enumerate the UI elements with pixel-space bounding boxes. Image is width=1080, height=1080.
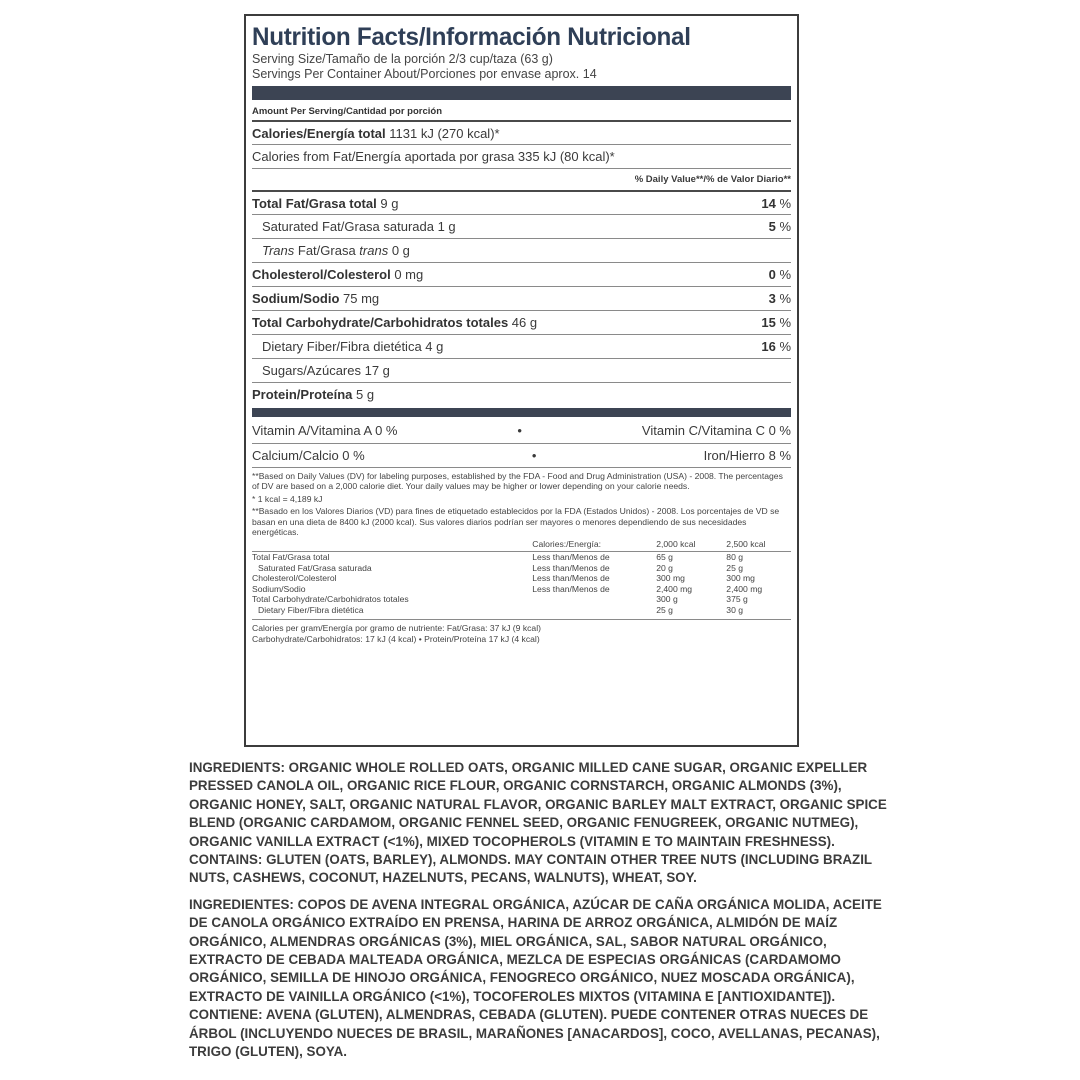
medium-divider xyxy=(252,408,791,417)
label-title: Nutrition Facts/Información Nutricional xyxy=(252,23,691,51)
percent-sign: % xyxy=(775,195,791,211)
nutrient-row xyxy=(252,214,791,238)
dv-cell: Cholesterol/Colesterol xyxy=(252,573,337,584)
nutrient-row xyxy=(252,334,791,358)
dv-cell: Less than/Menos de xyxy=(532,552,610,563)
dv-cell: Less than/Menos de xyxy=(532,562,610,573)
nutrient-amount: 75 mg xyxy=(339,291,380,306)
nutrient-dv: 3 xyxy=(768,291,776,306)
calories-from-fat: Calories from Fat/Energía aportada por grasa 335 kJ (80 kcal)* xyxy=(252,149,615,164)
nutrient-row xyxy=(252,358,791,382)
dv-table-row xyxy=(252,584,791,595)
spacer xyxy=(189,888,888,896)
dv-header-cell: 2,000 kcal xyxy=(656,539,726,551)
dv-cell: Dietary Fiber/Fibra dietética xyxy=(258,605,364,615)
daily-value-header: % Daily Value**/% de Valor Diario** xyxy=(252,168,791,190)
trans-italic: trans xyxy=(359,243,389,258)
nutrient-row xyxy=(252,286,791,310)
dv-cell: 300 g xyxy=(656,594,678,605)
dv-cell: 300 mg xyxy=(656,573,685,584)
nutrient-rows xyxy=(252,190,791,406)
nutrient-label: Protein/Proteína xyxy=(252,387,353,402)
nutrient-amount: 5 g xyxy=(352,387,375,402)
dv-cell: 30 g xyxy=(726,605,744,615)
dv-cell: 80 g xyxy=(726,552,744,563)
dv-cell: 375 g xyxy=(726,594,748,605)
calories-per-gram xyxy=(252,619,791,645)
footnote-spanish: **Basado en los Valores Diarios (VD) para fines de etiquetado establecidos por la FDA (Estados Unidos) - 2008. Los porcentajes de VD se basan en una dieta de 8400 kJ (2000 kcal). Sus valores diarios podrían ser mayores o menores dependiendo de sus necesidades energéticas. xyxy=(252,506,780,538)
dv-cell: 300 mg xyxy=(726,573,755,584)
amount-per-serving: Amount Per Serving/Cantidad por porción xyxy=(252,106,443,117)
dv-cell: Saturated Fat/Grasa saturada xyxy=(258,562,372,573)
dv-header-cell: Calories:/Energía: xyxy=(532,539,656,551)
nutrient-amount: 9 g xyxy=(376,195,399,211)
nutrient-label: Saturated Fat/Grasa saturada 1 g xyxy=(262,219,456,234)
vitamin-row xyxy=(252,419,791,443)
daily-value-reference-table xyxy=(252,539,791,615)
nutrient-label: Sugars/Azúcares 17 g xyxy=(262,363,390,378)
dv-table-row xyxy=(252,563,791,574)
dv-cell: Less than/Menos de xyxy=(532,573,610,584)
dv-cell: 2,400 mg xyxy=(656,583,693,594)
nutrient-amount: 0 mg xyxy=(390,267,424,282)
bullet-separator: • xyxy=(517,423,522,438)
footnote-english: **Based on Daily Values (DV) for labeling purposes, established by the FDA - Food and Drug Administration (USA) - 2008. The percentages of DV are based on a 2,000 calorie diet. Your daily values may be higher or lower depending on your calorie needs. xyxy=(252,471,783,492)
nutrient-row xyxy=(252,262,791,286)
mineral-row xyxy=(252,443,791,467)
calories-per-gram-line-2: Carbohydrate/Carbohidratos: 17 kJ (4 kcal) • Protein/Proteína 17 kJ (4 kcal) xyxy=(252,633,540,644)
dv-cell: Total Fat/Grasa total xyxy=(252,552,330,563)
percent-sign: % xyxy=(775,339,791,354)
percent-sign: % xyxy=(775,219,791,234)
contains-spanish: CONTIENE: AVENA (GLUTEN), ALMENDRAS, CEBADA (GLUTEN). PUEDE CONTENER OTRAS NUECES DE ÁRBOL (INCLUYENDO NUECES DE BRASIL, MARAÑONES [ANACARDOS], COCO, AVELLANAS, PECANAS), TRIGO (GLUTEN), SOYA. xyxy=(189,1007,880,1060)
bullet-separator: • xyxy=(531,448,537,463)
dv-table-row xyxy=(252,552,791,563)
trans-amount: 0 g xyxy=(388,243,410,258)
nutrient-dv: 16 xyxy=(761,339,776,354)
nutrient-label: Dietary Fiber/Fibra dietética 4 g xyxy=(262,339,444,354)
percent-sign: % xyxy=(775,315,791,330)
nutrient-row xyxy=(252,382,791,406)
calories-label: Calories/Energía total xyxy=(252,125,386,141)
nutrient-amount: 46 g xyxy=(508,315,538,330)
nutrient-row xyxy=(252,190,791,214)
nutrient-label: Sodium/Sodio xyxy=(252,291,340,306)
dv-cell: Total Carbohydrate/Carbohidratos totales xyxy=(252,594,409,605)
calcium: Calcium/Calcio 0 % xyxy=(252,448,365,463)
nutrient-dv: 5 xyxy=(768,219,776,234)
dv-cell: 25 g xyxy=(726,562,744,573)
calories-row xyxy=(252,120,791,144)
ingredients-english: INGREDIENTS: ORGANIC WHOLE ROLLED OATS, ORGANIC MILLED CANE SUGAR, ORGANIC EXPELLER PRESSED CANOLA OIL, ORGANIC RICE FLOUR, ORGANIC CORNSTARCH, ORGANIC ALMONDS (3%), ORGANIC HONEY, SALT, ORGANIC NATURAL FLAVOR, ORGANIC BARLEY MALT EXTRACT, ORGANIC SPICE BLEND (ORGANIC CARDAMOM, ORGANIC FENNEL SEED, ORGANIC FENUGREEK, ORGANIC NUTMEG), ORGANIC VANILLA EXTRACT (<1%), MIXED TOCOPHEROLS (VITAMIN E TO MAINTAIN FRESHNESS). xyxy=(189,760,887,849)
vitamin-c: Vitamin C/Vitamina C 0 % xyxy=(641,423,791,438)
calories-value: 1131 kJ (270 kcal)* xyxy=(385,125,500,141)
iron: Iron/Hierro 8 % xyxy=(703,448,791,463)
thick-divider xyxy=(252,86,791,100)
trans-text: Fat/Grasa xyxy=(294,243,360,258)
dv-cell xyxy=(532,594,656,605)
dv-cell xyxy=(532,605,656,616)
nutrient-row xyxy=(252,310,791,334)
calories-per-gram-line-1: Calories per gram/Energía por gramo de nutriente: Fat/Grasa: 37 kJ (9 kcal) xyxy=(252,622,541,633)
dv-cell: 2,400 mg xyxy=(726,583,763,594)
nutrient-label: Total Fat/Grasa total xyxy=(252,195,377,211)
dv-cell: 65 g xyxy=(656,552,673,563)
dv-header-cell xyxy=(252,539,532,551)
nutrient-label: Total Carbohydrate/Carbohidratos totales xyxy=(252,315,509,330)
contains-english: CONTAINS: GLUTEN (OATS, BARLEY), ALMONDS. MAY CONTAIN OTHER TREE NUTS (INCLUDING BRAZIL NUTS, CASHEWS, COCONUT, HAZELNUTS, PECANS, WALNUTS), WHEAT, SOY. xyxy=(189,852,872,886)
dv-table-header xyxy=(252,539,791,551)
dv-header-cell: 2,500 kcal xyxy=(726,539,791,551)
ingredients-spanish: INGREDIENTES: COPOS DE AVENA INTEGRAL ORGÁNICA, AZÚCAR DE CAÑA ORGÁNICA MOLIDA, ACEITE DE CANOLA ORGÁNICO EXTRAÍDO EN PRENSA, HARINA DE ARROZ ORGÁNICA, ALMIDÓN DE MAÍZ ORGÁNICO, ALMENDRAS ORGÁNICAS (3%), MIEL ORGÁNICA, SAL, SABOR NATURAL ORGÁNICO, EXTRACTO DE CEBADA MALTEADA ORGÁNICA, MEZLCA DE ESPECIAS ORGÁNICAS (CARDAMOMO ORGÁNICO, SEMILLA DE HINOJO ORGÁNICA, FENOGRECO ORGÁNICO, NUEZ MOSCADA ORGÁNICA), EXTRACTO DE VAINILLA ORGÁNICO (<1%), TOCOFEROLES MIXTOS (VITAMINA E [ANTIOXIDANTE]). xyxy=(189,896,882,1004)
nutrient-dv: 14 xyxy=(761,195,776,211)
nutrient-dv: 15 xyxy=(761,315,776,330)
dv-table-row xyxy=(252,573,791,584)
dv-cell: 20 g xyxy=(656,562,673,573)
dv-cell: Sodium/Sodio xyxy=(252,583,306,594)
footnote-kcal: * 1 kcal = 4,189 kJ xyxy=(252,493,323,504)
vitamin-a: Vitamin A/Vitamina A 0 % xyxy=(252,423,398,438)
calories-from-fat-row xyxy=(252,144,791,168)
dv-cell: 25 g xyxy=(656,605,673,615)
dv-table-row xyxy=(252,605,791,616)
nutrient-dv: 0 xyxy=(768,267,776,282)
percent-sign: % xyxy=(775,291,791,306)
nutrient-row-trans-fat xyxy=(252,238,791,262)
nutrient-label: Cholesterol/Colesterol xyxy=(252,267,391,282)
percent-sign: % xyxy=(775,267,791,282)
ingredients-block xyxy=(189,759,888,1062)
servings-per-container: Servings Per Container About/Porciones por envase aprox. 14 xyxy=(252,67,597,81)
nutrition-facts-label xyxy=(244,14,799,747)
footnotes xyxy=(252,467,791,645)
trans-italic: Trans xyxy=(262,243,295,258)
serving-size: Serving Size/Tamaño de la porción 2/3 cup/taza (63 g) xyxy=(252,52,553,66)
dv-cell: Less than/Menos de xyxy=(532,583,610,594)
dv-table-row xyxy=(252,594,791,605)
